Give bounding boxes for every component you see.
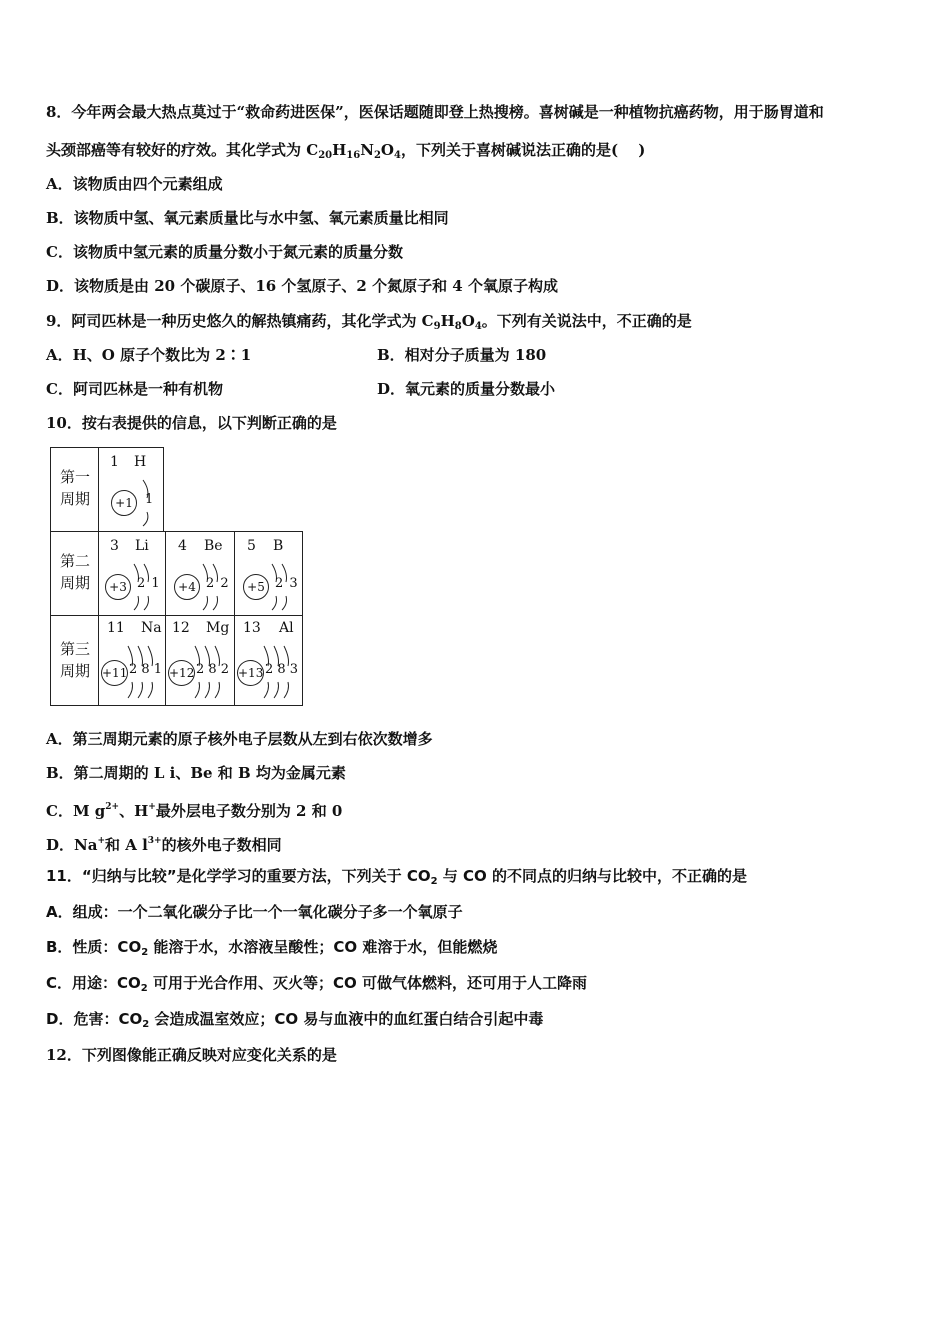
- element-h-symbol: H: [134, 454, 147, 470]
- period-1-label-cell: [50, 447, 100, 533]
- element-be-number: 4: [178, 538, 187, 554]
- q9-formula: $C_9H_8O_4$: [421, 312, 482, 332]
- period-2-label-cell: [50, 531, 100, 617]
- element-al-nucleus: +13: [237, 660, 264, 686]
- element-b-nucleus: +5: [243, 574, 269, 600]
- element-al-shells: 2 8 3: [265, 662, 299, 677]
- q10-option-b[interactable]: B．第二周期的 L i、Be 和 B 均为金属元素: [46, 764, 346, 782]
- q11-stem: 11．“归纳与比较”是化学学习的重要方法，下列关于 $CO_2$ 与 CO 的不同点的归纳与比较中，不正确的是: [46, 867, 747, 887]
- element-cell-h: [98, 447, 164, 533]
- q12-stem: 12．下列图像能正确反映对应变化关系的是: [46, 1046, 337, 1064]
- q11-option-d[interactable]: D．危害：$CO_2$ 会造成温室效应；CO 易与血液中的血红蛋白结合引起中毒: [46, 1010, 544, 1030]
- element-li-nucleus: +3: [105, 574, 131, 600]
- q10-stem: 10．按右表提供的信息，以下判断正确的是: [46, 414, 337, 432]
- element-cell-mg: [165, 615, 236, 706]
- element-b-symbol: B: [273, 538, 284, 554]
- q9-option-d[interactable]: D．氧元素的质量分数最小: [377, 380, 556, 398]
- element-cell-b: [234, 531, 303, 617]
- period-2-label: 第二周期: [59, 552, 90, 592]
- element-cell-na: [98, 615, 167, 706]
- element-na-number: 11: [107, 620, 125, 636]
- element-be-nucleus: +4: [174, 574, 200, 600]
- period-3-label: 第三周期: [59, 640, 90, 680]
- element-al-symbol: Al: [279, 620, 294, 636]
- element-mg-shells: 2 8 2: [196, 662, 230, 677]
- q8-option-d[interactable]: D．该物质是由 20 个碳原子、16 个氢原子、2 个氮原子和 4 个氧原子构成: [46, 277, 558, 295]
- period-3-label-cell: [50, 615, 100, 706]
- element-be-symbol: Be: [204, 538, 223, 554]
- q8-option-b[interactable]: B．该物质中氢、氧元素质量比与水中氢、氧元素质量比相同: [46, 209, 449, 227]
- q10-option-a[interactable]: A．第三周期元素的原子核外电子层数从左到右依次数增多: [46, 730, 433, 748]
- q9-option-b[interactable]: B．相对分子质量为 180: [377, 346, 547, 364]
- element-h-number: 1: [110, 454, 119, 470]
- q11-option-a[interactable]: A．组成：一个二氧化碳分子比一个一氧化碳分子多一个氧原子: [46, 903, 463, 921]
- q8-option-c[interactable]: C．该物质中氢元素的质量分数小于氮元素的质量分数: [46, 243, 403, 261]
- element-mg-symbol: Mg: [206, 620, 230, 636]
- q8-option-a[interactable]: A．该物质由四个元素组成: [46, 175, 223, 193]
- element-h-shells: 1: [145, 492, 155, 507]
- element-na-nucleus: +11: [101, 660, 128, 686]
- element-li-number: 3: [110, 538, 119, 554]
- q9-option-c[interactable]: C．阿司匹林是一种有机物: [46, 380, 223, 398]
- element-h-nucleus: +1: [111, 490, 137, 516]
- q9-stem: 9．阿司匹林是一种历史悠久的解热镇痛药，其化学式为 $C_9H_8O_4$。下列有关说法中，不正确的是: [46, 312, 692, 332]
- element-cell-be: [165, 531, 236, 617]
- q9-option-a[interactable]: A．H、O 原子个数比为 2∶1: [46, 346, 252, 364]
- q10-option-c[interactable]: C．M $g^{2+}$、H+最外层电子数分别为 2 和 0: [46, 802, 343, 820]
- q8-stem-line2: 头颈部癌等有较好的疗效。其化学式为 $C_{20}H_{16}N_2O_4$，下列关于喜树碱说法正确的是( ): [46, 141, 646, 161]
- q8-stem-line1: 8．今年两会最大热点莫过于“救命药进医保”，医保话题随即登上热搜榜。喜树碱是一种植物抗癌药物，用于肠胃道和: [46, 103, 824, 121]
- element-li-shells: 2 1: [137, 576, 161, 591]
- q10-option-d[interactable]: D．Na+和 A $l^{3+}$的核外电子数相同: [46, 836, 282, 854]
- element-na-symbol: Na: [141, 620, 162, 636]
- period-1-label: 第一周期: [59, 468, 90, 508]
- q8-formula: $C_{20}H_{16}N_2O_4$: [306, 141, 401, 161]
- element-mg-nucleus: +12: [168, 660, 195, 686]
- element-na-shells: 2 8 1: [129, 662, 163, 677]
- periodic-table-figure: [50, 447, 303, 706]
- element-b-shells: 2 3: [275, 576, 299, 591]
- q11-option-b[interactable]: B．性质：$CO_2$ 能溶于水，水溶液呈酸性；CO 难溶于水，但能燃烧: [46, 938, 498, 958]
- element-al-number: 13: [243, 620, 261, 636]
- element-be-shells: 2 2: [206, 576, 230, 591]
- q11-option-c[interactable]: C．用途：$CO_2$ 可用于光合作用、灭火等；CO 可做气体燃料，还可用于人工降雨: [46, 974, 587, 994]
- element-b-number: 5: [247, 538, 256, 554]
- element-cell-al: [234, 615, 303, 706]
- element-li-symbol: Li: [135, 538, 149, 554]
- element-cell-li: [98, 531, 167, 617]
- element-mg-number: 12: [172, 620, 190, 636]
